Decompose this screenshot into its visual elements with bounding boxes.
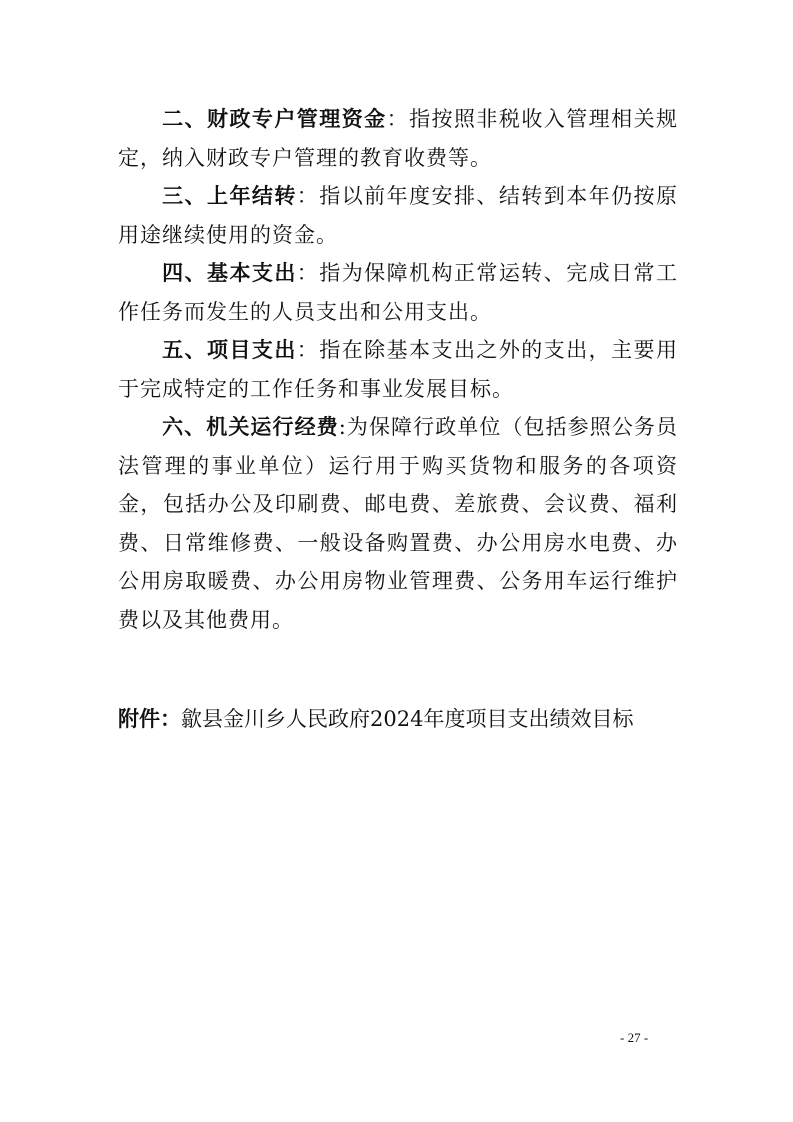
definition-separator: ： — [296, 184, 320, 208]
page-number: - 27 - — [620, 1030, 649, 1045]
definition-text: 指以前年度安排、结转到本年仍按原用途继续使用的资金。 — [118, 184, 679, 247]
definition-basic-expenditure — [118, 254, 678, 331]
attachment-label: 附件： — [118, 707, 181, 731]
definition-separator: ： — [296, 261, 320, 285]
definition-operating-expenses — [118, 408, 678, 639]
attachment-line — [118, 700, 698, 738]
definition-term: 三、上年结转 — [162, 184, 297, 208]
definition-separator: : — [338, 415, 347, 439]
definition-term: 五、项目支出 — [162, 338, 297, 362]
definition-prior-year-carryover — [118, 177, 678, 254]
definition-text: 指为保障机构正常运转、完成日常工作任务而发生的人员支出和公用支出。 — [118, 261, 679, 324]
definition-separator: ： — [296, 338, 320, 362]
definition-text: 指在除基本支出之外的支出，主要用于完成特定的工作任务和事业发展目标。 — [118, 338, 679, 401]
definition-text: 指按照非税收入管理相关规定，纳入财政专户管理的教育收费等。 — [118, 107, 679, 170]
definition-term: 二、财政专户管理资金 — [162, 107, 387, 131]
definition-separator: ： — [386, 107, 410, 131]
attachment-text: 歙县金川乡人民政府2024年度项目支出绩效目标 — [181, 707, 634, 731]
definitions-section — [118, 100, 678, 639]
definition-project-expenditure — [118, 331, 678, 408]
definition-term: 六、机关运行经费 — [162, 415, 339, 439]
definition-term: 四、基本支出 — [162, 261, 297, 285]
definition-text: 为保障行政单位（包括参照公务员法管理的事业单位）运行用于购买货物和服务的各项资金，包括办公及印刷费、邮电费、差旅费、会议费、福利费、日常维修费、一般设备购置费、办公用房水电费、办公用房取暖费、办公用房物业管理费、公务用车运行维护费以及其他费用。 — [118, 415, 679, 632]
definition-financial-special-account — [118, 100, 678, 177]
